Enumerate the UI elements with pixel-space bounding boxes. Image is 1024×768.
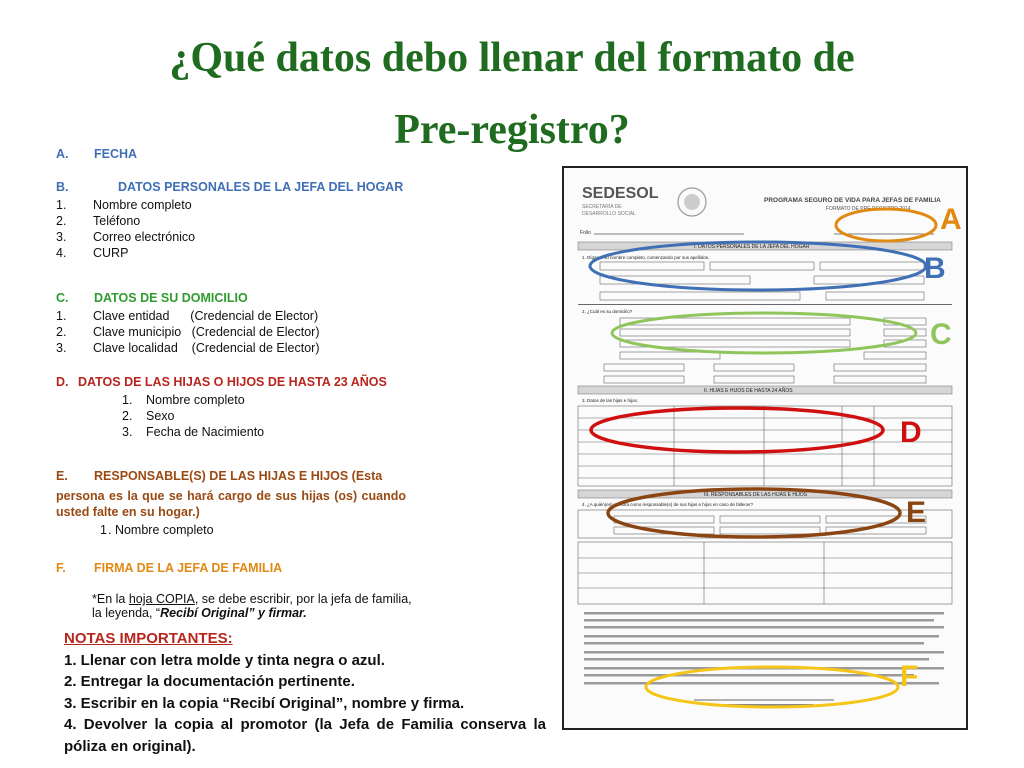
list-item: 2. Clave municipio (Credencial de Elector): [56, 325, 320, 339]
svg-text:II. HIJAS E HIJOS DE HASTA 24: II. HIJAS E HIJOS DE HASTA 24 AÑOS: [704, 388, 793, 394]
svg-text:SECRETARÍA DE: SECRETARÍA DE: [582, 204, 622, 210]
list-item: 1. Clave entidad (Credencial de Elector): [56, 309, 319, 323]
svg-text:1. Dígame su nombre completo,: 1. Dígame su nombre completo, comenzando por sus apellidos.: [582, 255, 710, 260]
section-d-title: DATOS DE LAS HIJAS O HIJOS DE HASTA 23 AÑOS: [78, 375, 387, 389]
svg-text:3. Datos de las hijas e hijos.: 3. Datos de las hijas e hijos.: [582, 398, 639, 403]
list-item: 2. Teléfono: [56, 214, 141, 228]
list-item: 3. Fecha de Nacimiento: [122, 425, 265, 439]
list-item: 1 . Nombre completo: [100, 523, 214, 537]
svg-text:I. DATOS PERSONALES DE LA JEFA: I. DATOS PERSONALES DE LA JEFA DEL HOGAR: [694, 244, 810, 250]
section-b-letter: B.: [56, 180, 69, 194]
note-item: 4. Devolver la copia al promotor (la Jefa de Familia conserva la póliza en original).: [64, 716, 546, 755]
copy-note: *En la hoja COPIA, se debe escribir, por la jefa de familia, la leyenda, “Recibí Original” y firmar.: [92, 592, 412, 620]
title-line-1: ¿Qué datos debo llenar del formato de: [169, 35, 855, 81]
section-d-letter: D.: [56, 375, 69, 389]
marker-e: E: [906, 496, 927, 529]
marker-c: C: [930, 318, 952, 351]
list-item: 3. Correo electrónico: [56, 230, 196, 244]
section-e-body: persona es la que se hará cargo de sus hijas (os) cuando usted falte en su hogar.): [56, 489, 406, 519]
svg-text:DESARROLLO SOCIAL: DESARROLLO SOCIAL: [582, 211, 636, 217]
ellipse-c: [612, 313, 916, 353]
note-item: 3. Escribir en la copia “Recibí Original”, nombre y firma.: [64, 694, 465, 712]
ellipse-d: [591, 408, 883, 452]
section-b-title: DATOS PERSONALES DE LA JEFA DEL HOGAR: [118, 180, 404, 194]
marker-b: B: [924, 252, 946, 285]
section-e-letter: E.: [56, 469, 68, 483]
svg-text:Folio: Folio: [580, 230, 591, 236]
ellipse-b: [590, 242, 926, 290]
list-item: 1. Nombre completo: [122, 393, 245, 407]
title-line-2: Pre-registro?: [394, 107, 630, 153]
marker-a: A: [940, 203, 962, 236]
notes-heading: NOTAS IMPORTANTES:: [64, 630, 233, 647]
section-f-title: FIRMA DE LA JEFA DE FAMILIA: [94, 561, 283, 575]
marker-d: D: [900, 416, 922, 449]
section-f-letter: F.: [56, 561, 66, 575]
section-e-title: RESPONSABLE(S) DE LAS HIJAS E HIJOS (Esta: [94, 469, 383, 483]
svg-text:4. ¿A quién(es) nombra como re: 4. ¿A quién(es) nombra como responsable(s) de sus hijas e hijos en caso de fallecer?: [582, 502, 754, 507]
section-a-title: FECHA: [94, 147, 138, 161]
marker-f: F: [900, 660, 919, 693]
list-item: 4. CURP: [56, 246, 129, 260]
note-item: 1. Llenar con letra molde y tinta negra o azul.: [64, 651, 385, 669]
section-c-letter: C.: [56, 291, 69, 305]
svg-text:2. ¿Cuál es su domicilio?: 2. ¿Cuál es su domicilio?: [582, 309, 633, 314]
copy-note-link: hoja COPIA: [128, 592, 195, 606]
ellipse-e: [608, 489, 900, 537]
note-item: 2. Entregar la documentación pertinente.: [64, 673, 355, 690]
list-item: 3. Clave localidad (Credencial de Elector): [56, 341, 320, 355]
ellipse-a: [836, 209, 936, 241]
section-c-title: DATOS DE SU DOMICILIO: [94, 291, 248, 305]
svg-text:FORMATO DE PRE REGISTRO 2014: FORMATO DE PRE REGISTRO 2014: [826, 206, 911, 212]
svg-text:III. RESPONSABLES DE LAS HIJAS: III. RESPONSABLES DE LAS HIJAS E HIJOS: [704, 492, 808, 498]
list-item: 2. Sexo: [122, 409, 175, 423]
sedesol-logo: SEDESOL: [582, 185, 659, 202]
ellipse-f: [646, 667, 898, 707]
list-item: 1. Nombre completo: [56, 198, 192, 212]
svg-text:PROGRAMA SEGURO DE VIDA PARA J: PROGRAMA SEGURO DE VIDA PARA JEFAS DE FAMILIA: [764, 197, 941, 204]
section-a-letter: A.: [56, 147, 69, 161]
